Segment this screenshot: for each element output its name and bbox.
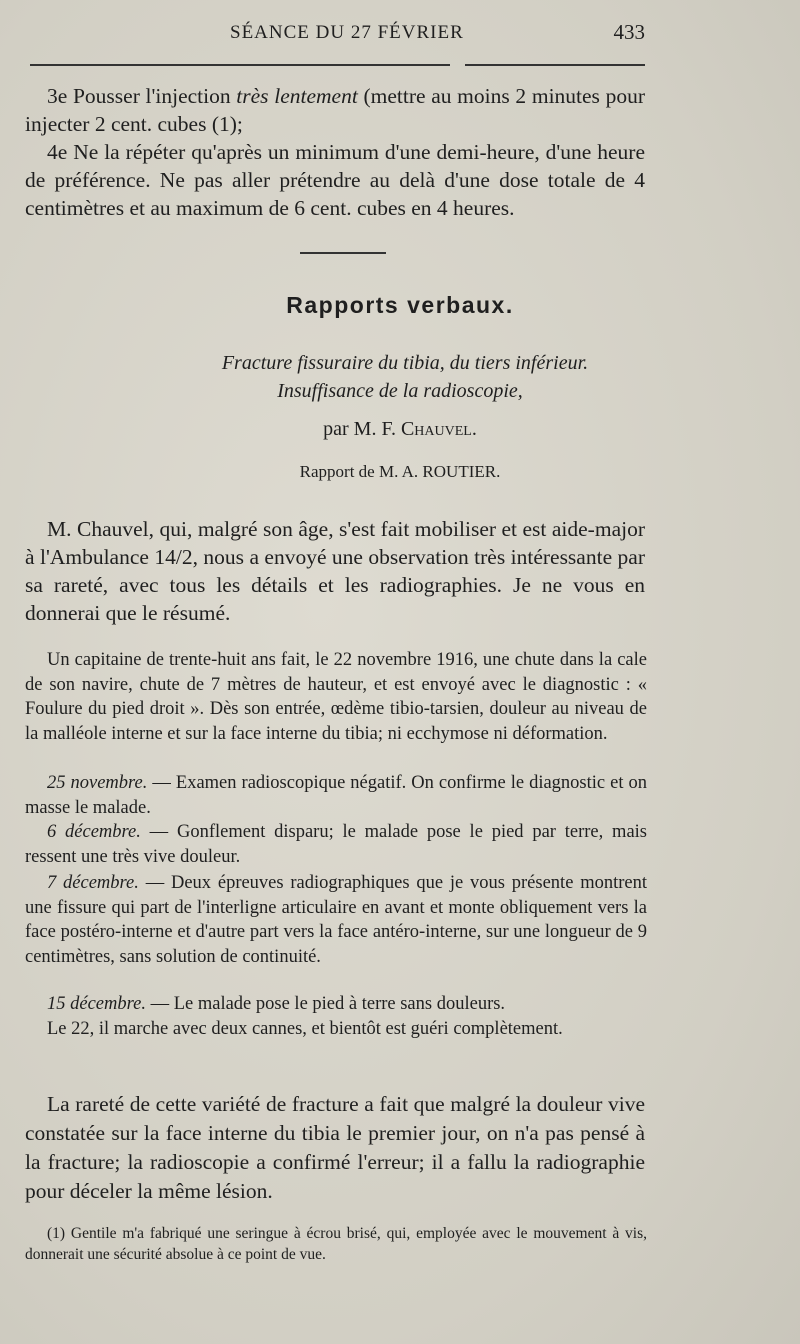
observation-text-2: — Gonflement disparu; le malade pose le pied par terre, mais ressent une très vive douleur. (25, 822, 647, 867)
byline-author: Chauvel. (400, 418, 477, 440)
intro-item-3 (25, 82, 645, 138)
report-byline (0, 418, 800, 441)
observation-date-2: 6 décembre. (47, 822, 141, 842)
observation-entry-2 (25, 820, 647, 869)
observation-date-1: 25 novembre. (47, 773, 148, 793)
observation-date-4: 15 décembre. (47, 994, 146, 1014)
observation-text-1: — Examen radioscopique négatif. On confirme le diagnostic et on masse le malade. (25, 773, 647, 818)
report-subtitle-line1: Fracture fissuraire du tibia, du tiers inférieur. (221, 352, 589, 374)
observation-entry-4 (25, 992, 647, 1017)
observation-date-3: 7 décembre. (47, 873, 139, 893)
observation-text-4: — Le malade pose le pied à terre sans douleurs. (145, 994, 506, 1014)
intro-item-3-emphasis: très lentement (236, 84, 358, 108)
report-attribution: Rapport de M. A. ROUTIER. (299, 462, 501, 481)
header-rule-left (30, 64, 450, 66)
page-number: 433 (613, 20, 645, 44)
header-title: SÉANCE DU 27 FÉVRIER (230, 22, 464, 43)
observation-entry-3 (25, 871, 647, 969)
body-paragraph-1: M. Chauvel, qui, malgré son âge, s'est fait mobiliser et est aide-major à l'Ambulance 14/2, nous a envoyé une observation très intéressante par sa rareté, avec tous les détails et les radiographies. Je ne vous en donnerai que le résumé. (25, 517, 645, 625)
report-subtitle-line2: Insuffisance de la radioscopie, (277, 380, 523, 402)
intro-item-4: 4e Ne la répéter qu'après un minimum d'une demi-heure, d'une heure de préférence. Ne pas aller prétendre au delà d'une dose totale de 4 centimètres et au maximum de 6 cent. cubes en 4 heures. (25, 140, 645, 220)
observation-entry-5: Le 22, il marche avec deux cannes, et bientôt est guéri complètement. (47, 1019, 563, 1039)
header-rule-right (465, 64, 645, 66)
section-heading: Rapports verbaux. (286, 292, 514, 318)
section-divider (300, 252, 386, 254)
observation-entry-1 (25, 771, 647, 820)
observation-intro: Un capitaine de trente-huit ans fait, le 22 novembre 1916, une chute dans la cale de son navire, chute de 7 mètres de hauteur, et est envoyé avec le diagnostic : « Foulure du pied droit ». Dès son entrée, œdème tibio-tarsien, douleur au niveau de la malléole interne et sur la face interne du tibia; ni ecchymose ni déformation. (25, 650, 647, 744)
footnote: (1) Gentile m'a fabriqué une seringue à écrou brisé, qui, employée avec le mouvement à vis, donnerait une sécurité absolue à ce point de vue. (25, 1225, 647, 1263)
byline-prefix: par M. F. (323, 418, 401, 440)
intro-item-3-rest: (mettre au moins 2 minutes pour injecter 2 cent. cubes (1); (25, 84, 646, 136)
running-header (0, 18, 800, 48)
observation-text-3: — Deux épreuves radiographiques que je vous présente montrent une fissure qui part de l'interligne articulaire en avant et monte obliquement vers la face postéro-interne et d'autre part vers la face antéro-interne, sur une longueur de 9 centimètres, sans solution de continuité. (25, 873, 647, 967)
intro-item-3-lead: 3e Pousser l'injection (47, 84, 237, 108)
body-paragraph-2: La rareté de cette variété de fracture a fait que malgré la douleur vive constatée sur la face interne du tibia le premier jour, on n'a pas pensé à la fracture; la radioscopie a confirmé l'erreur; il a fallu la radiographie pour déceler la même lésion. (25, 1092, 645, 1203)
